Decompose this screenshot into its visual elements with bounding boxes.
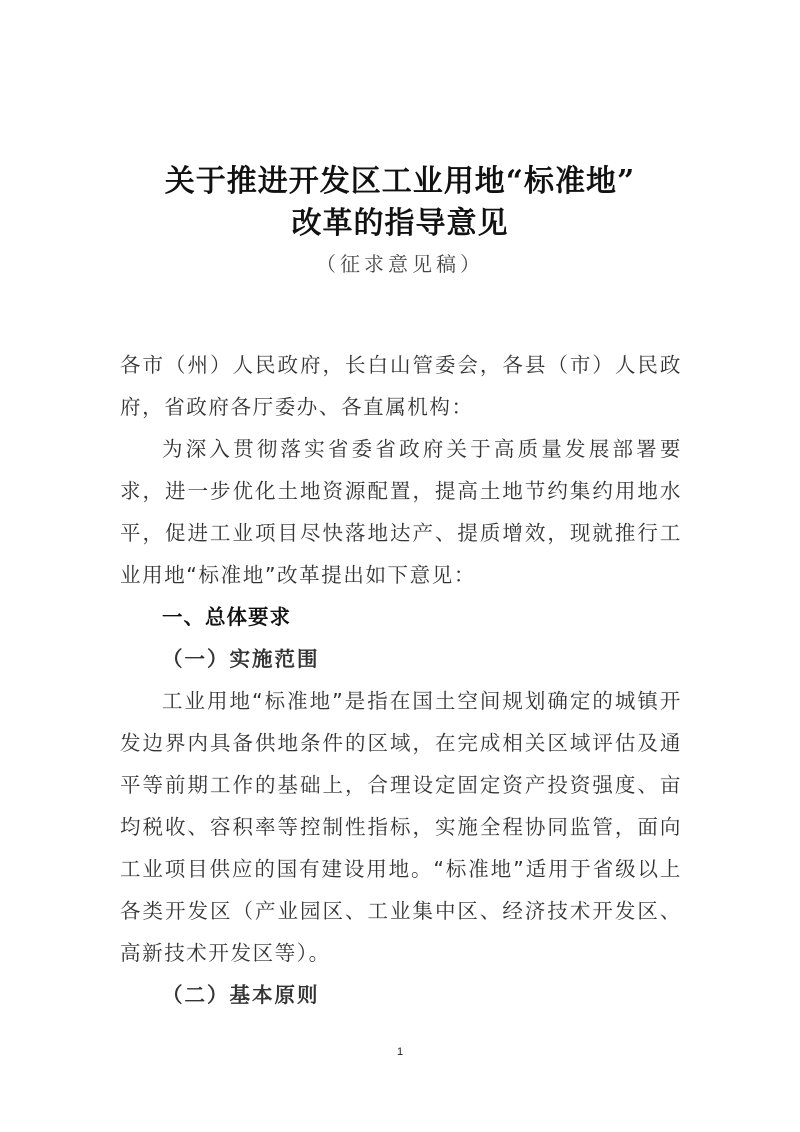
subsection-heading-2: （二）基本原则 — [162, 983, 320, 1007]
salutation: 各市（州）人民政府，长白山管委会，各县（市）人民政府，省政府各厅委办、各直属机构： — [120, 353, 682, 419]
subsection-heading-1: （一）实施范围 — [162, 647, 320, 671]
section-heading-1: 一、总体要求 — [162, 605, 291, 629]
document-title-line-1: 关于推进开发区工业用地“标准地” — [164, 164, 636, 199]
document-title-line-2: 改革的指导意见 — [291, 206, 509, 241]
subsection-1-paragraph: 工业用地“标准地”是指在国土空间规划确定的城镇开发边界内具备供地条件的区域，在完成相关区域评估及通平等前期工作的基础上，合理设定固定资产投资强度、亩均税收、容积率等控制性指标，实施全程协同监管，面向工业项目供应的国有建设用地。“标准地”适用于省级以上各类开发区（产业园区、工业集中区、经济技术开发区、高新技术开发区等）。 — [120, 689, 682, 965]
document-subtitle: （征求意见稿） — [316, 252, 484, 276]
intro-paragraph: 为深入贯彻落实省委省政府关于高质量发展部署要求，进一步优化土地资源配置，提高土地节约集约用地水平，促进工业项目尽快落地达产、提质增效，现就推行工业用地“标准地”改革提出如下意见： — [120, 437, 682, 587]
document-body — [120, 344, 682, 1016]
page-number: 1 — [396, 1046, 404, 1058]
